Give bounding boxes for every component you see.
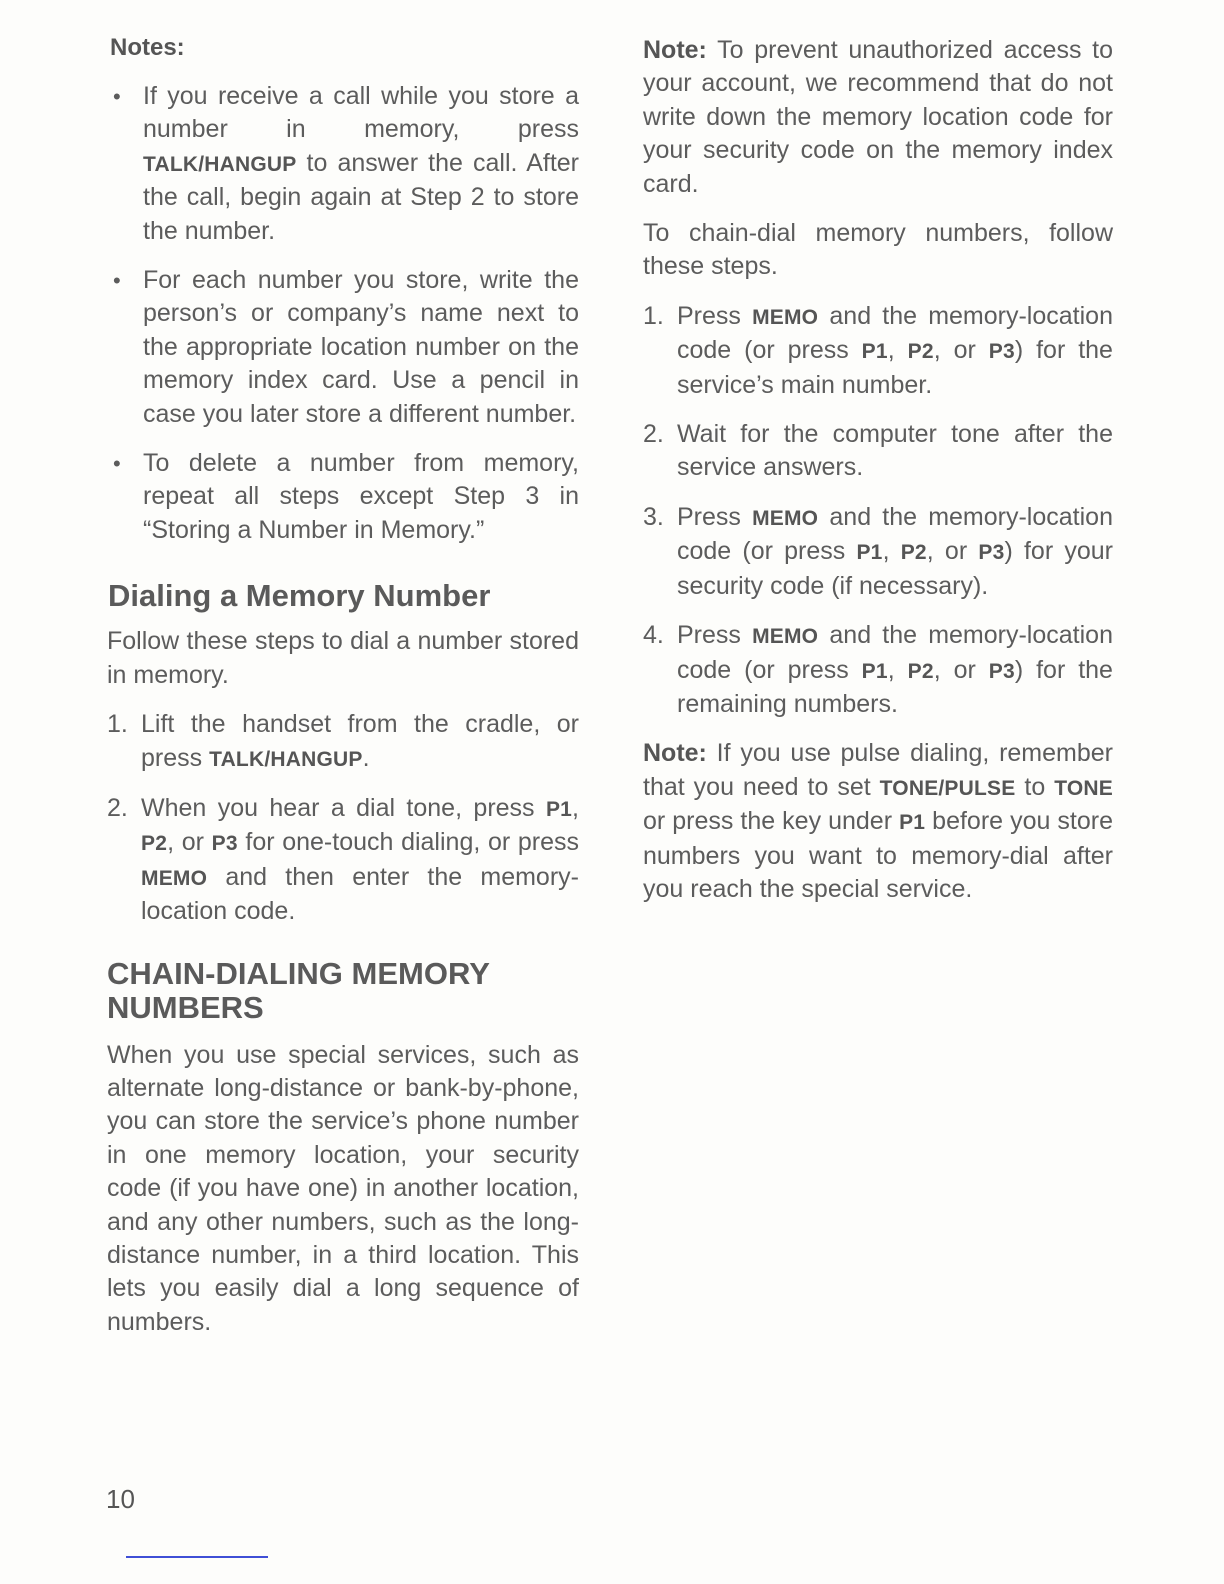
security-note: Note: To prevent unauthorized access to your account, we recommend that do not write down the memory location code for your security code on the memory index card.: [643, 36, 1113, 198]
chain-step: 2. Wait for the computer tone after the service answers.: [643, 420, 1113, 482]
chain-step: 3. Press MEMO and the memory-location code (or press P1, P2, or P3) for your security code (if necessary).: [643, 502, 1113, 600]
section-heading-dialing: Dialing a Memory Number: [108, 578, 491, 614]
bullet-icon: •: [113, 84, 121, 109]
note-bullet: • If you receive a call while you store a number in memory, press TALK/HANGUP to answer the call. After the call, begin again at Step 2 to store the number.: [113, 82, 579, 245]
bullet-icon: •: [113, 451, 121, 477]
chain-intro: When you use special services, such as alternate long-distance or bank-by-phone, you can store the service’s phone number in one memory location, your security code (if you have one) in another location, and any other numbers, such as the long-distance number, in a third location. This lets you easily dial a long sequence of numbers.: [107, 1040, 579, 1336]
bullet-icon: •: [113, 268, 121, 294]
pulse-dialing-note: Note: If you use pulse dialing, remember that you need to set TONE/PULSE to TONE or press the key under P1 before you store numbers you want to memory-dial after you reach the special service.: [643, 739, 1113, 903]
chain-step: 4. Press MEMO and the memory-location code (or press P1, P2, or P3) for the remaining numbers.: [643, 621, 1113, 718]
dialing-step: 1. Lift the handset from the cradle, or press TALK/HANGUP.: [107, 710, 579, 772]
page-number: 10: [106, 1484, 135, 1514]
dialing-step: 2. When you hear a dial tone, press P1, P2, or P3 for one-touch dialing, or press MEMO and then enter the memory-location code.: [107, 793, 579, 926]
section-heading-chain-dialing: CHAIN-DIALING MEMORY NUMBERS: [107, 955, 490, 1025]
dialing-intro: Follow these steps to dial a number stored in memory.: [107, 627, 579, 689]
chain-steps-intro: To chain-dial memory numbers, follow these steps.: [643, 219, 1113, 281]
notes-heading: Notes:: [110, 34, 185, 61]
note-bullet: • For each number you store, write the person’s or company’s name next to the appropriate location number on the memory index card. Use a pencil in case you later store a different number.: [113, 266, 579, 428]
chain-step: 1. Press MEMO and the memory-location code (or press P1, P2, or P3) for the service’s main number.: [643, 301, 1113, 399]
right-column: [643, 34, 1113, 906]
footer-rule: [126, 1556, 268, 1558]
note-bullet: • To delete a number from memory, repeat all steps except Step 3 in “Storing a Number in Memory.”: [113, 449, 579, 544]
left-column: [107, 34, 579, 1339]
